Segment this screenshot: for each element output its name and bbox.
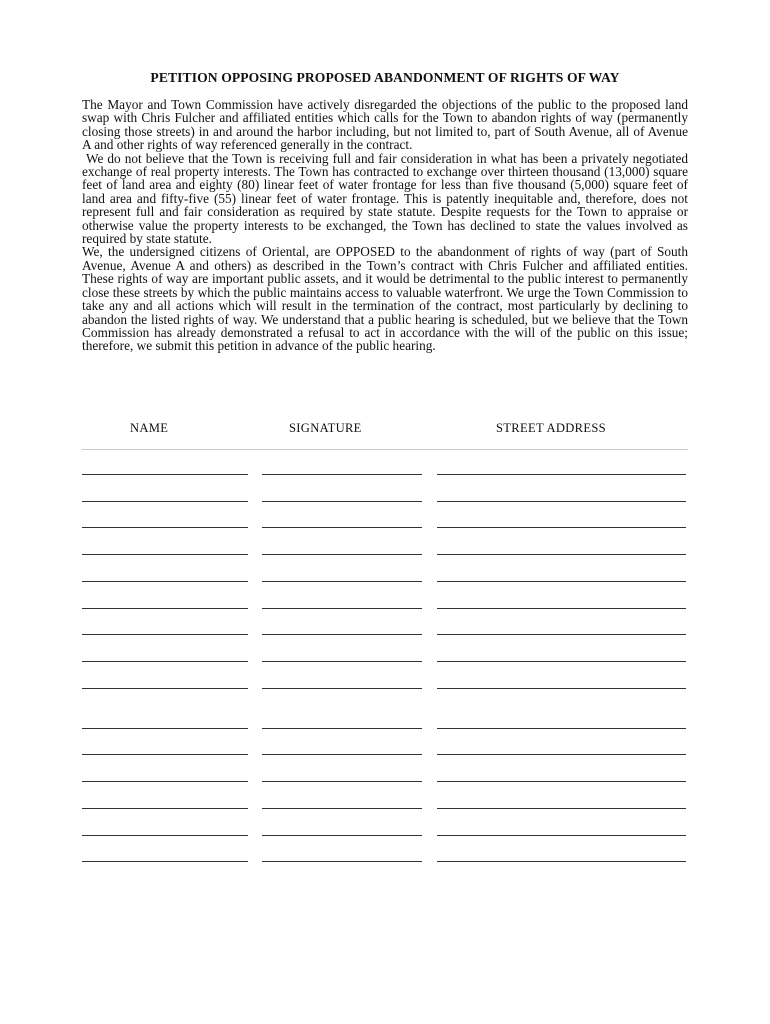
signature-row <box>0 754 770 756</box>
signature-field-line[interactable] <box>262 501 422 502</box>
street-address-field-line[interactable] <box>437 754 686 755</box>
signature-row <box>0 728 770 730</box>
street-address-field-line[interactable] <box>437 688 686 689</box>
column-header-street-address: STREET ADDRESS <box>496 421 606 435</box>
signature-row <box>0 781 770 783</box>
street-address-field-line[interactable] <box>437 781 686 782</box>
column-header-name: NAME <box>130 421 169 435</box>
signature-field-line[interactable] <box>262 808 422 809</box>
signature-field-line[interactable] <box>262 781 422 782</box>
signature-row <box>0 474 770 476</box>
name-field-line[interactable] <box>82 501 248 502</box>
signature-row <box>0 835 770 837</box>
signature-field-line[interactable] <box>262 634 422 635</box>
street-address-field-line[interactable] <box>437 634 686 635</box>
signature-row <box>0 808 770 810</box>
street-address-field-line[interactable] <box>437 554 686 555</box>
signature-field-line[interactable] <box>262 688 422 689</box>
street-address-field-line[interactable] <box>437 861 686 862</box>
name-field-line[interactable] <box>82 754 248 755</box>
signature-row <box>0 634 770 636</box>
column-header-signature: SIGNATURE <box>289 421 362 435</box>
signature-field-line[interactable] <box>262 835 422 836</box>
street-address-field-line[interactable] <box>437 474 686 475</box>
name-field-line[interactable] <box>82 781 248 782</box>
signature-row <box>0 501 770 503</box>
signature-field-line[interactable] <box>262 754 422 755</box>
signature-field-line[interactable] <box>262 728 422 729</box>
street-address-field-line[interactable] <box>437 661 686 662</box>
paragraph-opposition: We, the undersigned citizens of Oriental, are OPPOSED to the abandonment of rights of way (part of South Avenue, Avenue A and others) as described in the Town’s contract with Chris Fulcher and affiliated entities. These rights of way are important public assets, and it would be detrimental to the public interest to permanently close these streets by which the public maintains access to valuable waterfront. We urge the Town Commission to take any and all actions which will result in the termination of the contract, most particularly by declining to abandon the listed rights of way. We understand that a public hearing is scheduled, but we believe that the Town Commission has already demonstrated a refusal to act in accordance with the will of the public on this issue; therefore, we submit this petition in advance of the public hearing. <box>82 244 688 354</box>
name-field-line[interactable] <box>82 808 248 809</box>
signature-field-line[interactable] <box>262 581 422 582</box>
signature-row <box>0 861 770 863</box>
signature-field-line[interactable] <box>262 861 422 862</box>
signature-field-line[interactable] <box>262 527 422 528</box>
signature-field-line[interactable] <box>262 661 422 662</box>
name-field-line[interactable] <box>82 527 248 528</box>
petition-title: PETITION OPPOSING PROPOSED ABANDONMENT OF RIGHTS OF WAY <box>150 70 620 85</box>
name-field-line[interactable] <box>82 688 248 689</box>
name-field-line[interactable] <box>82 608 248 609</box>
street-address-field-line[interactable] <box>437 808 686 809</box>
paragraph-consideration: We do not believe that the Town is receiving full and fair consideration in what has been a privately negotiated exchange of real property interests. The Town has contracted to exchange over thirteen thousand (13,000) square feet of land area and eighty (80) linear feet of water frontage for less than five thousand (5,000) square feet of land area and fifty-five (55) linear feet of water frontage. This is patently inequitable and, therefore, does not represent full and fair consideration as required by state statute. Despite requests for the Town to appraise or otherwise value the property interests to be exchanged, the Town has declined to state the values involved as required by state statute. <box>82 150 688 247</box>
signature-field-line[interactable] <box>262 474 422 475</box>
signature-field-line[interactable] <box>262 608 422 609</box>
street-address-field-line[interactable] <box>437 835 686 836</box>
name-field-line[interactable] <box>82 554 248 555</box>
street-address-field-line[interactable] <box>437 728 686 729</box>
paragraph-intro: The Mayor and Town Commission have actively disregarded the objections of the public to the proposed land swap with Chris Fulcher and affiliated entities which calls for the Town to abandon rights of way (permanently closing those streets) in and around the harbor including, but not limited to, part of South Avenue, all of Avenue A and other rights of way referenced generally in the contract. <box>82 97 688 153</box>
name-field-line[interactable] <box>82 728 248 729</box>
name-field-line[interactable] <box>82 835 248 836</box>
signature-row <box>0 661 770 663</box>
name-field-line[interactable] <box>82 474 248 475</box>
street-address-field-line[interactable] <box>437 501 686 502</box>
street-address-field-line[interactable] <box>437 527 686 528</box>
name-field-line[interactable] <box>82 661 248 662</box>
signature-row <box>0 688 770 690</box>
name-field-line[interactable] <box>82 581 248 582</box>
signature-row <box>0 554 770 556</box>
signature-row <box>0 527 770 529</box>
signature-field-line[interactable] <box>262 554 422 555</box>
street-address-field-line[interactable] <box>437 608 686 609</box>
street-address-field-line[interactable] <box>437 581 686 582</box>
name-field-line[interactable] <box>82 634 248 635</box>
signature-row <box>0 581 770 583</box>
signature-row <box>0 608 770 610</box>
name-field-line[interactable] <box>82 861 248 862</box>
